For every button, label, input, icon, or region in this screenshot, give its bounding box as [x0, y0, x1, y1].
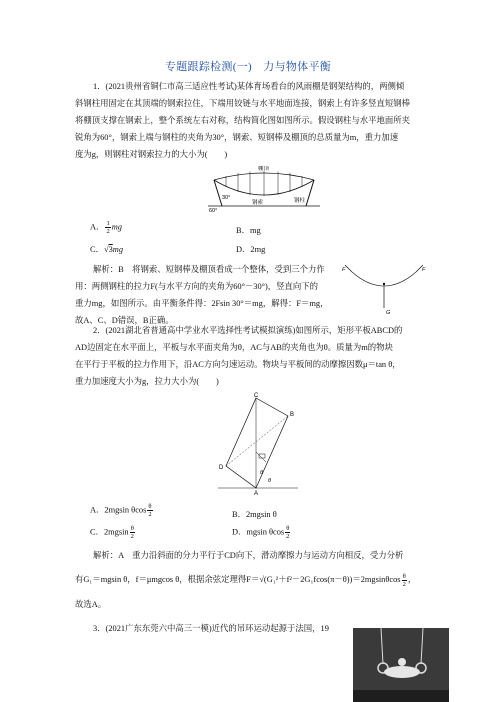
q2-analysis-2: 有G₁＝mgsin θ，f＝μmgcos θ，根据余弦定理得F＝√(G₁²＋f²－2G₁fcos(π－θ))＝2mgsinθcos $\frac{\theta}{2}$ ， [75, 572, 417, 588]
angle-theta-1: θ [260, 470, 263, 476]
q1-line-5: 度为g，则钢柱对钢索拉力的大小为( ) [75, 150, 228, 159]
q1-analysis-3: 重力mg，如图所示。由平衡条件得：2Fsin 30°＝mg，解得：F＝mg， [75, 299, 329, 308]
page-title: 专题跟踪检测(一) 力与物体平衡 [164, 61, 332, 73]
label-roof: 棚顶 [258, 166, 270, 172]
q2-line-1: 2．(2021湖北省普通高中学业水平选择性考试模拟演练)如图所示，矩形平板ABCD的 [93, 326, 403, 335]
q3-line-1: 3．(2021广东东莞六中高三一模)近代的吊环运动起源于法国，19 [93, 624, 329, 633]
vertex-d: D [219, 465, 224, 471]
label-angle-30: 30° [222, 195, 231, 201]
q2-analysis-3: 故选A。 [75, 600, 107, 609]
vertex-c: C [254, 393, 259, 399]
q1-option-c: C．√3mg [90, 245, 124, 254]
q2-line-4: 重力加速度大小为g，拉力大小为( ) [75, 377, 219, 386]
angle-theta-2: θ [268, 478, 271, 484]
q1-option-d: D．2mg [236, 245, 266, 254]
q1-analysis-4: 故A、C、D错误，B正确。 [75, 316, 174, 325]
force-label-left: F [342, 267, 346, 273]
q1-analysis-2: 用：两侧钢柱的拉力F(与水平方向的夹角为60°－30°)，竖直向下的 [75, 282, 319, 291]
q1-option-a: A． $\frac{1}{2}$ mg [90, 220, 122, 235]
q2-line-3: 在平行于平板的拉力作用下，沿AC方向匀速运动。物块与平板间的动摩擦因数μ＝tan θ， [75, 360, 401, 369]
q1-line-1: 1．(2021贵州省铜仁市高三适应性考试)某体育场看台的风雨棚是钢架结构的，两侧倾 [93, 82, 405, 91]
vertex-a: A [254, 491, 259, 496]
q2-analysis-1: 解析：A 重力沿斜面的分力平行于CD向下，滑动摩擦力与运动方向相反，受力分析 [93, 551, 404, 560]
q2-option-c: C．2mgsin $\frac{\theta}{2}$ [90, 525, 134, 540]
force-label-g: G [386, 310, 391, 316]
label-cable: 钢索 [252, 200, 264, 206]
incline-figure [218, 392, 304, 496]
rings-photo [353, 628, 449, 702]
force-diagram [342, 262, 428, 318]
q2-option-b: B．2mgsin θ [232, 510, 277, 519]
label-angle-60: 60° [209, 208, 218, 214]
force-label-right: F [422, 267, 426, 273]
q1-line-2: 斜钢柱用固定在其顶端的钢索拉住，下端用铰链与水平地面连接，钢索上有许多竖直短钢棒 [75, 99, 410, 108]
q2-option-a: A．2mgsin θcos $\frac{\theta}{2}$ [90, 503, 152, 518]
label-pillar: 钢柱 [294, 198, 306, 204]
q2-option-d: D．mgsin θcos $\frac{\theta}{2}$ [232, 525, 290, 540]
q1-line-3: 将棚顶支撑在钢索上，整个系统左右对称，结构简化图如图所示。假设钢柱与水平地面所夹 [75, 116, 410, 125]
q1-option-b: B．mg [236, 226, 261, 235]
q1-analysis-1: 解析：B 将钢索、短钢棒及棚顶看成一个整体，受到三个力作 [93, 265, 325, 274]
q1-line-4: 锐角为60°，钢索上端与钢柱的夹角为30°，钢索、短钢棒及棚顶的总质量为m，重力加速 [75, 133, 399, 142]
vertex-b: B [290, 412, 295, 418]
q2-line-2: AD边固定在水平面上，平板与水平面夹角为θ，AC与AB的夹角也为θ。质量为m的物块 [75, 343, 393, 352]
canopy-figure [208, 166, 320, 214]
